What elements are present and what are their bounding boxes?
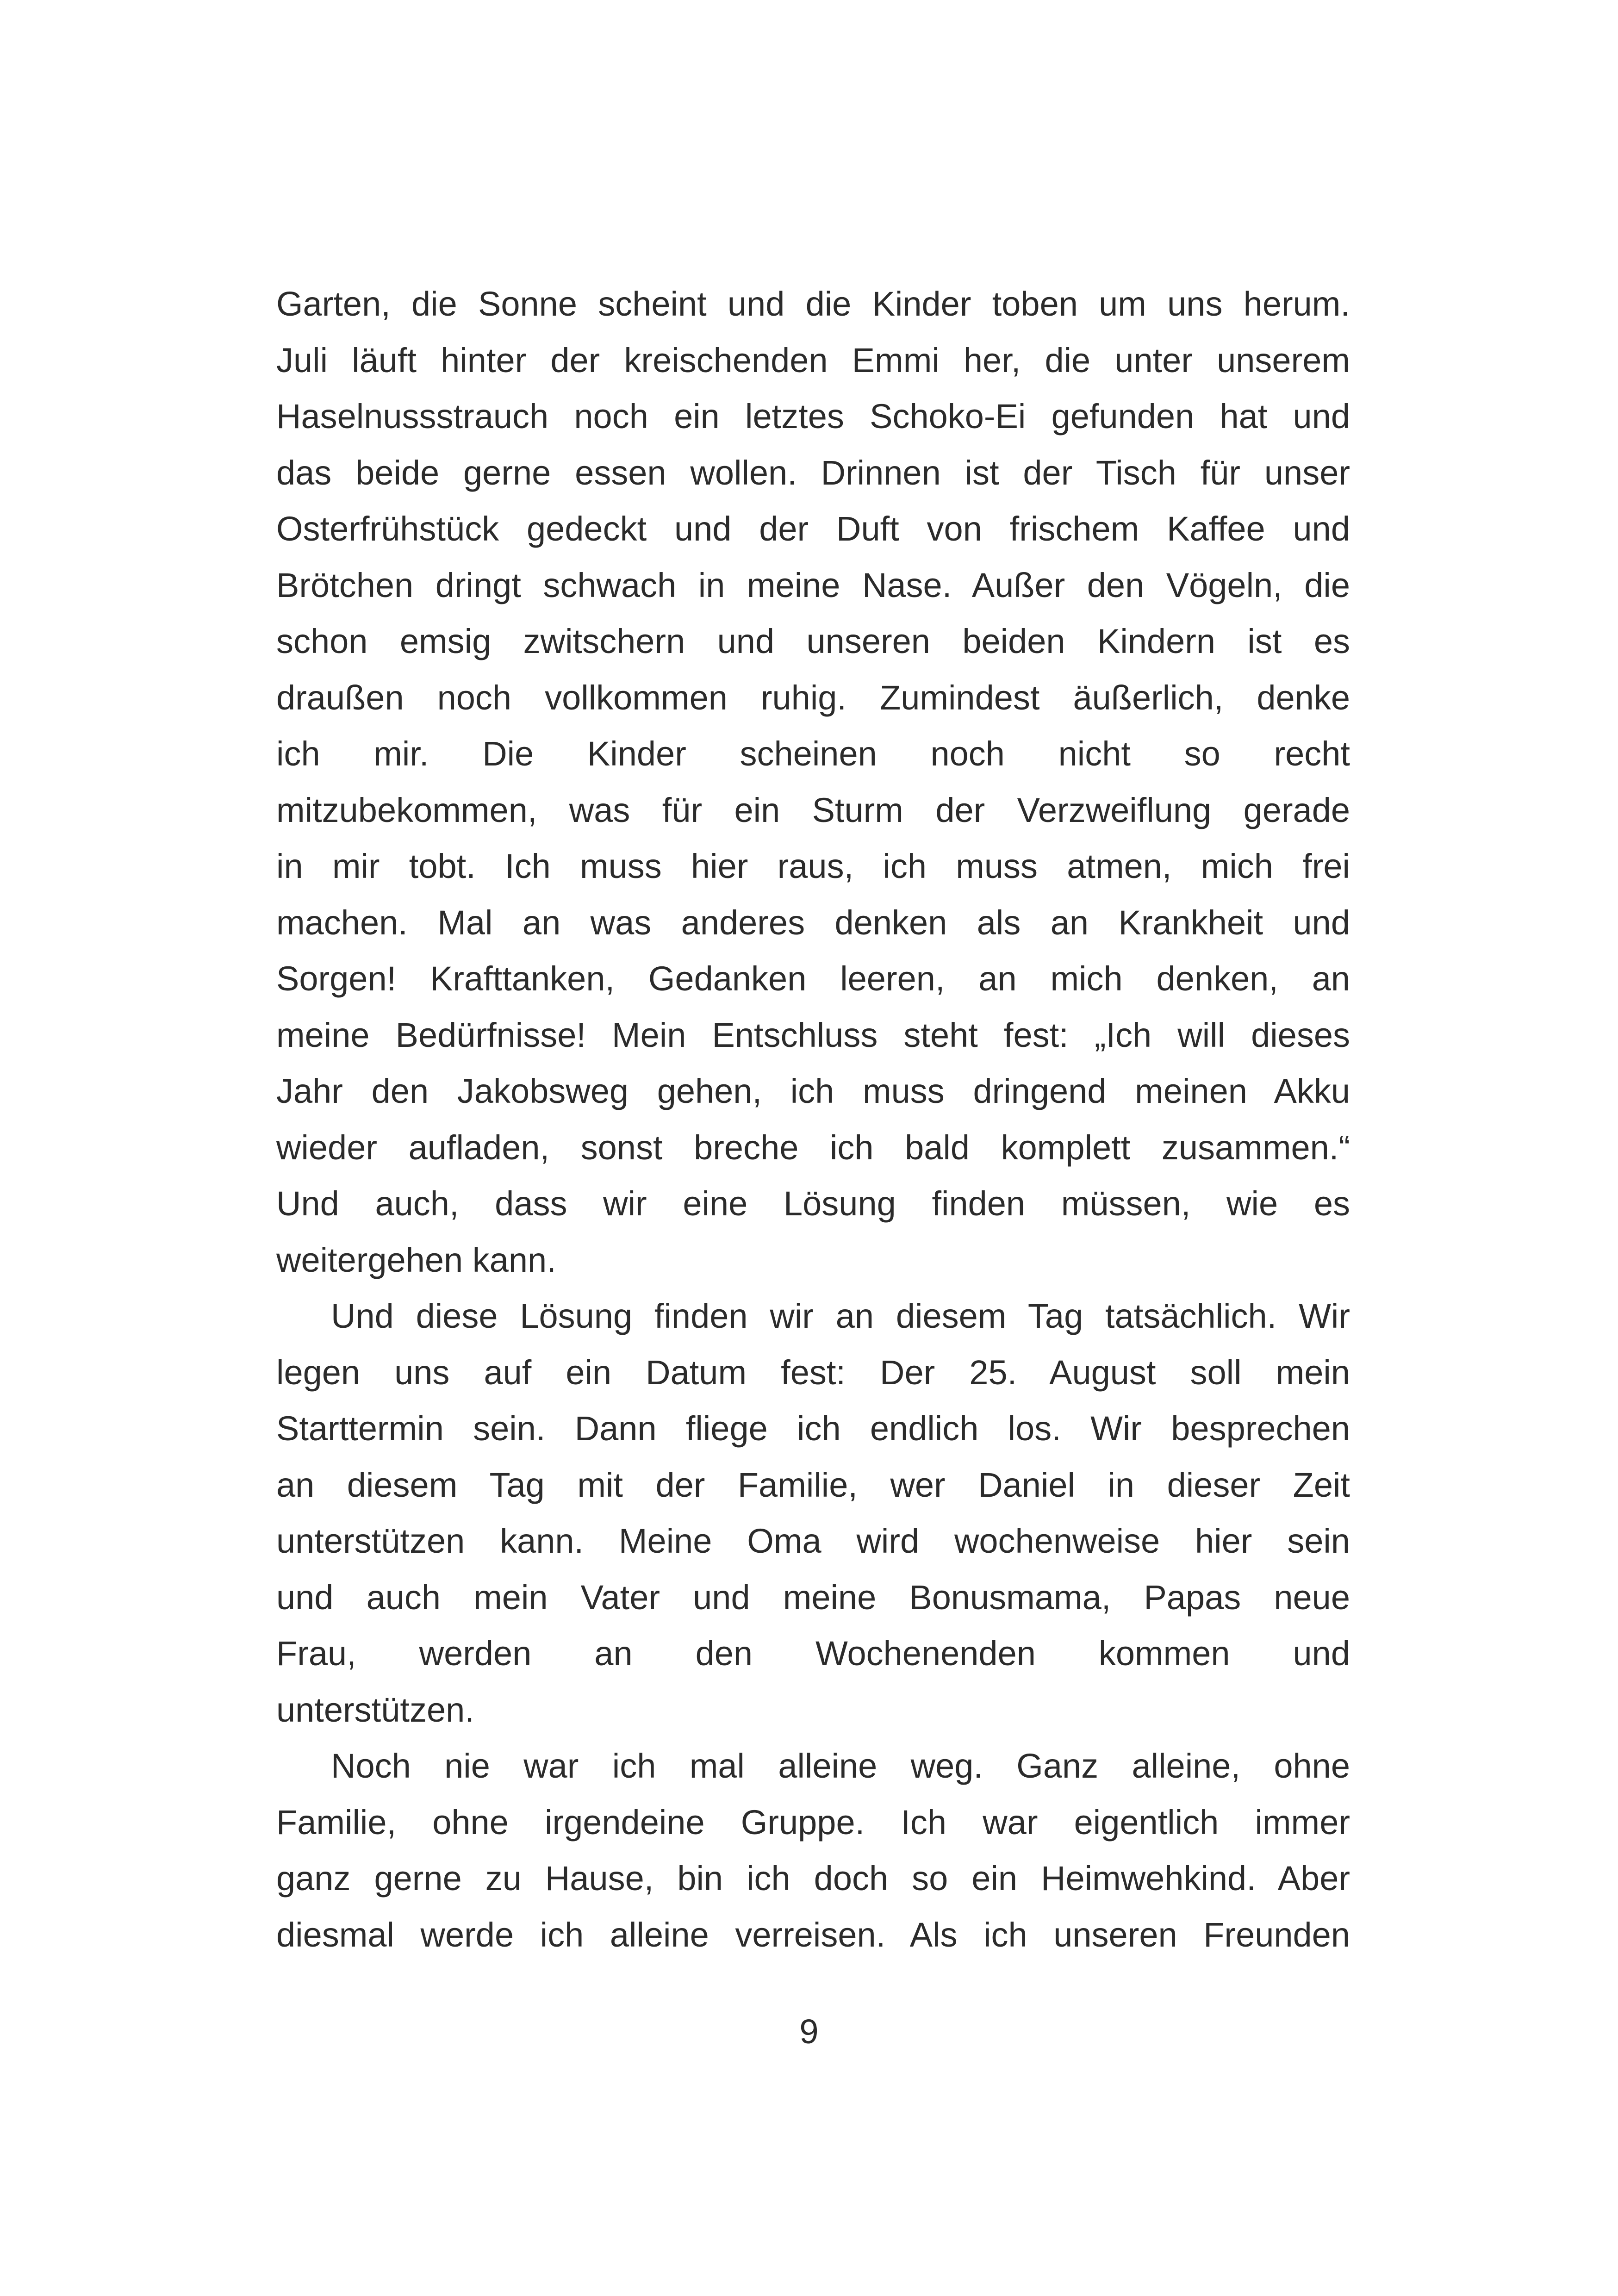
text-line: Juli läuft hinter der kreischenden Emmi her, die unter unserem — [276, 341, 1350, 380]
text-line: unterstützen. — [276, 1690, 474, 1729]
paragraph-1 — [276, 276, 1350, 1288]
text-line: Noch nie war ich mal alleine weg. Ganz alleine, ohne — [331, 1747, 1350, 1785]
text-line: an diesem Tag mit der Familie, wer Daniel in dieser Zeit — [276, 1465, 1350, 1504]
text-line: Frau, werden an den Wochenenden kommen und — [276, 1634, 1350, 1673]
text-line: Und auch, dass wir eine Lösung finden müssen, wie es — [276, 1184, 1350, 1223]
text-line: Und diese Lösung finden wir an diesem Tag tatsächlich. Wir — [331, 1297, 1350, 1335]
text-line: Jahr den Jakobsweg gehen, ich muss dringend meinen Akku — [276, 1072, 1350, 1110]
text-line: Garten, die Sonne scheint und die Kinder toben um uns herum. — [276, 285, 1350, 323]
text-line: ganz gerne zu Hause, bin ich doch so ein Heimwehkind. Aber — [276, 1859, 1350, 1898]
paragraph-2 — [276, 1288, 1350, 1738]
text-line: Osterfrühstück gedeckt und der Duft von frischem Kaffee und — [276, 510, 1350, 548]
text-line: draußen noch vollkommen ruhig. Zumindest äußerlich, denke — [276, 678, 1350, 717]
text-line: wieder aufladen, sonst breche ich bald komplett zusammen.“ — [276, 1128, 1350, 1167]
text-line: Sorgen! Krafttanken, Gedanken leeren, an mich denken, an — [276, 959, 1350, 998]
text-line: diesmal werde ich alleine verreisen. Als ich unseren Freunden — [276, 1915, 1350, 1954]
text-line: Brötchen dringt schwach in meine Nase. Außer den Vögeln, die — [276, 566, 1350, 604]
text-line: in mir tobt. Ich muss hier raus, ich muss atmen, mich frei — [276, 847, 1350, 885]
text-line: weitergehen kann. — [276, 1240, 556, 1279]
paragraph-3 — [276, 1738, 1350, 1963]
text-line: machen. Mal an was anderes denken als an Krankheit und — [276, 903, 1350, 942]
text-line: meine Bedürfnisse! Mein Entschluss steht fest: „Ich will dieses — [276, 1015, 1350, 1054]
text-line: schon emsig zwitschern und unseren beiden Kindern ist es — [276, 622, 1350, 660]
text-line: Haselnussstrauch noch ein letztes Schoko-Ei gefunden hat und — [276, 397, 1350, 436]
page-number: 9 — [799, 2012, 819, 2051]
text-line: legen uns auf ein Datum fest: Der 25. August soll mein — [276, 1353, 1350, 1392]
text-line: ich mir. Die Kinder scheinen noch nicht so recht — [276, 734, 1350, 773]
text-line: unterstützen kann. Meine Oma wird wochenweise hier sein — [276, 1522, 1350, 1560]
text-line: mitzubekommen, was für ein Sturm der Verzweiflung gerade — [276, 790, 1350, 829]
text-line: Starttermin sein. Dann fliege ich endlich los. Wir besprechen — [276, 1409, 1350, 1448]
text-line: das beide gerne essen wollen. Drinnen ist der Tisch für unser — [276, 453, 1350, 492]
text-line: Familie, ohne irgendeine Gruppe. Ich war eigentlich immer — [276, 1803, 1350, 1842]
text-line: und auch mein Vater und meine Bonusmama, Papas neue — [276, 1578, 1350, 1617]
body-text — [276, 276, 1350, 1963]
